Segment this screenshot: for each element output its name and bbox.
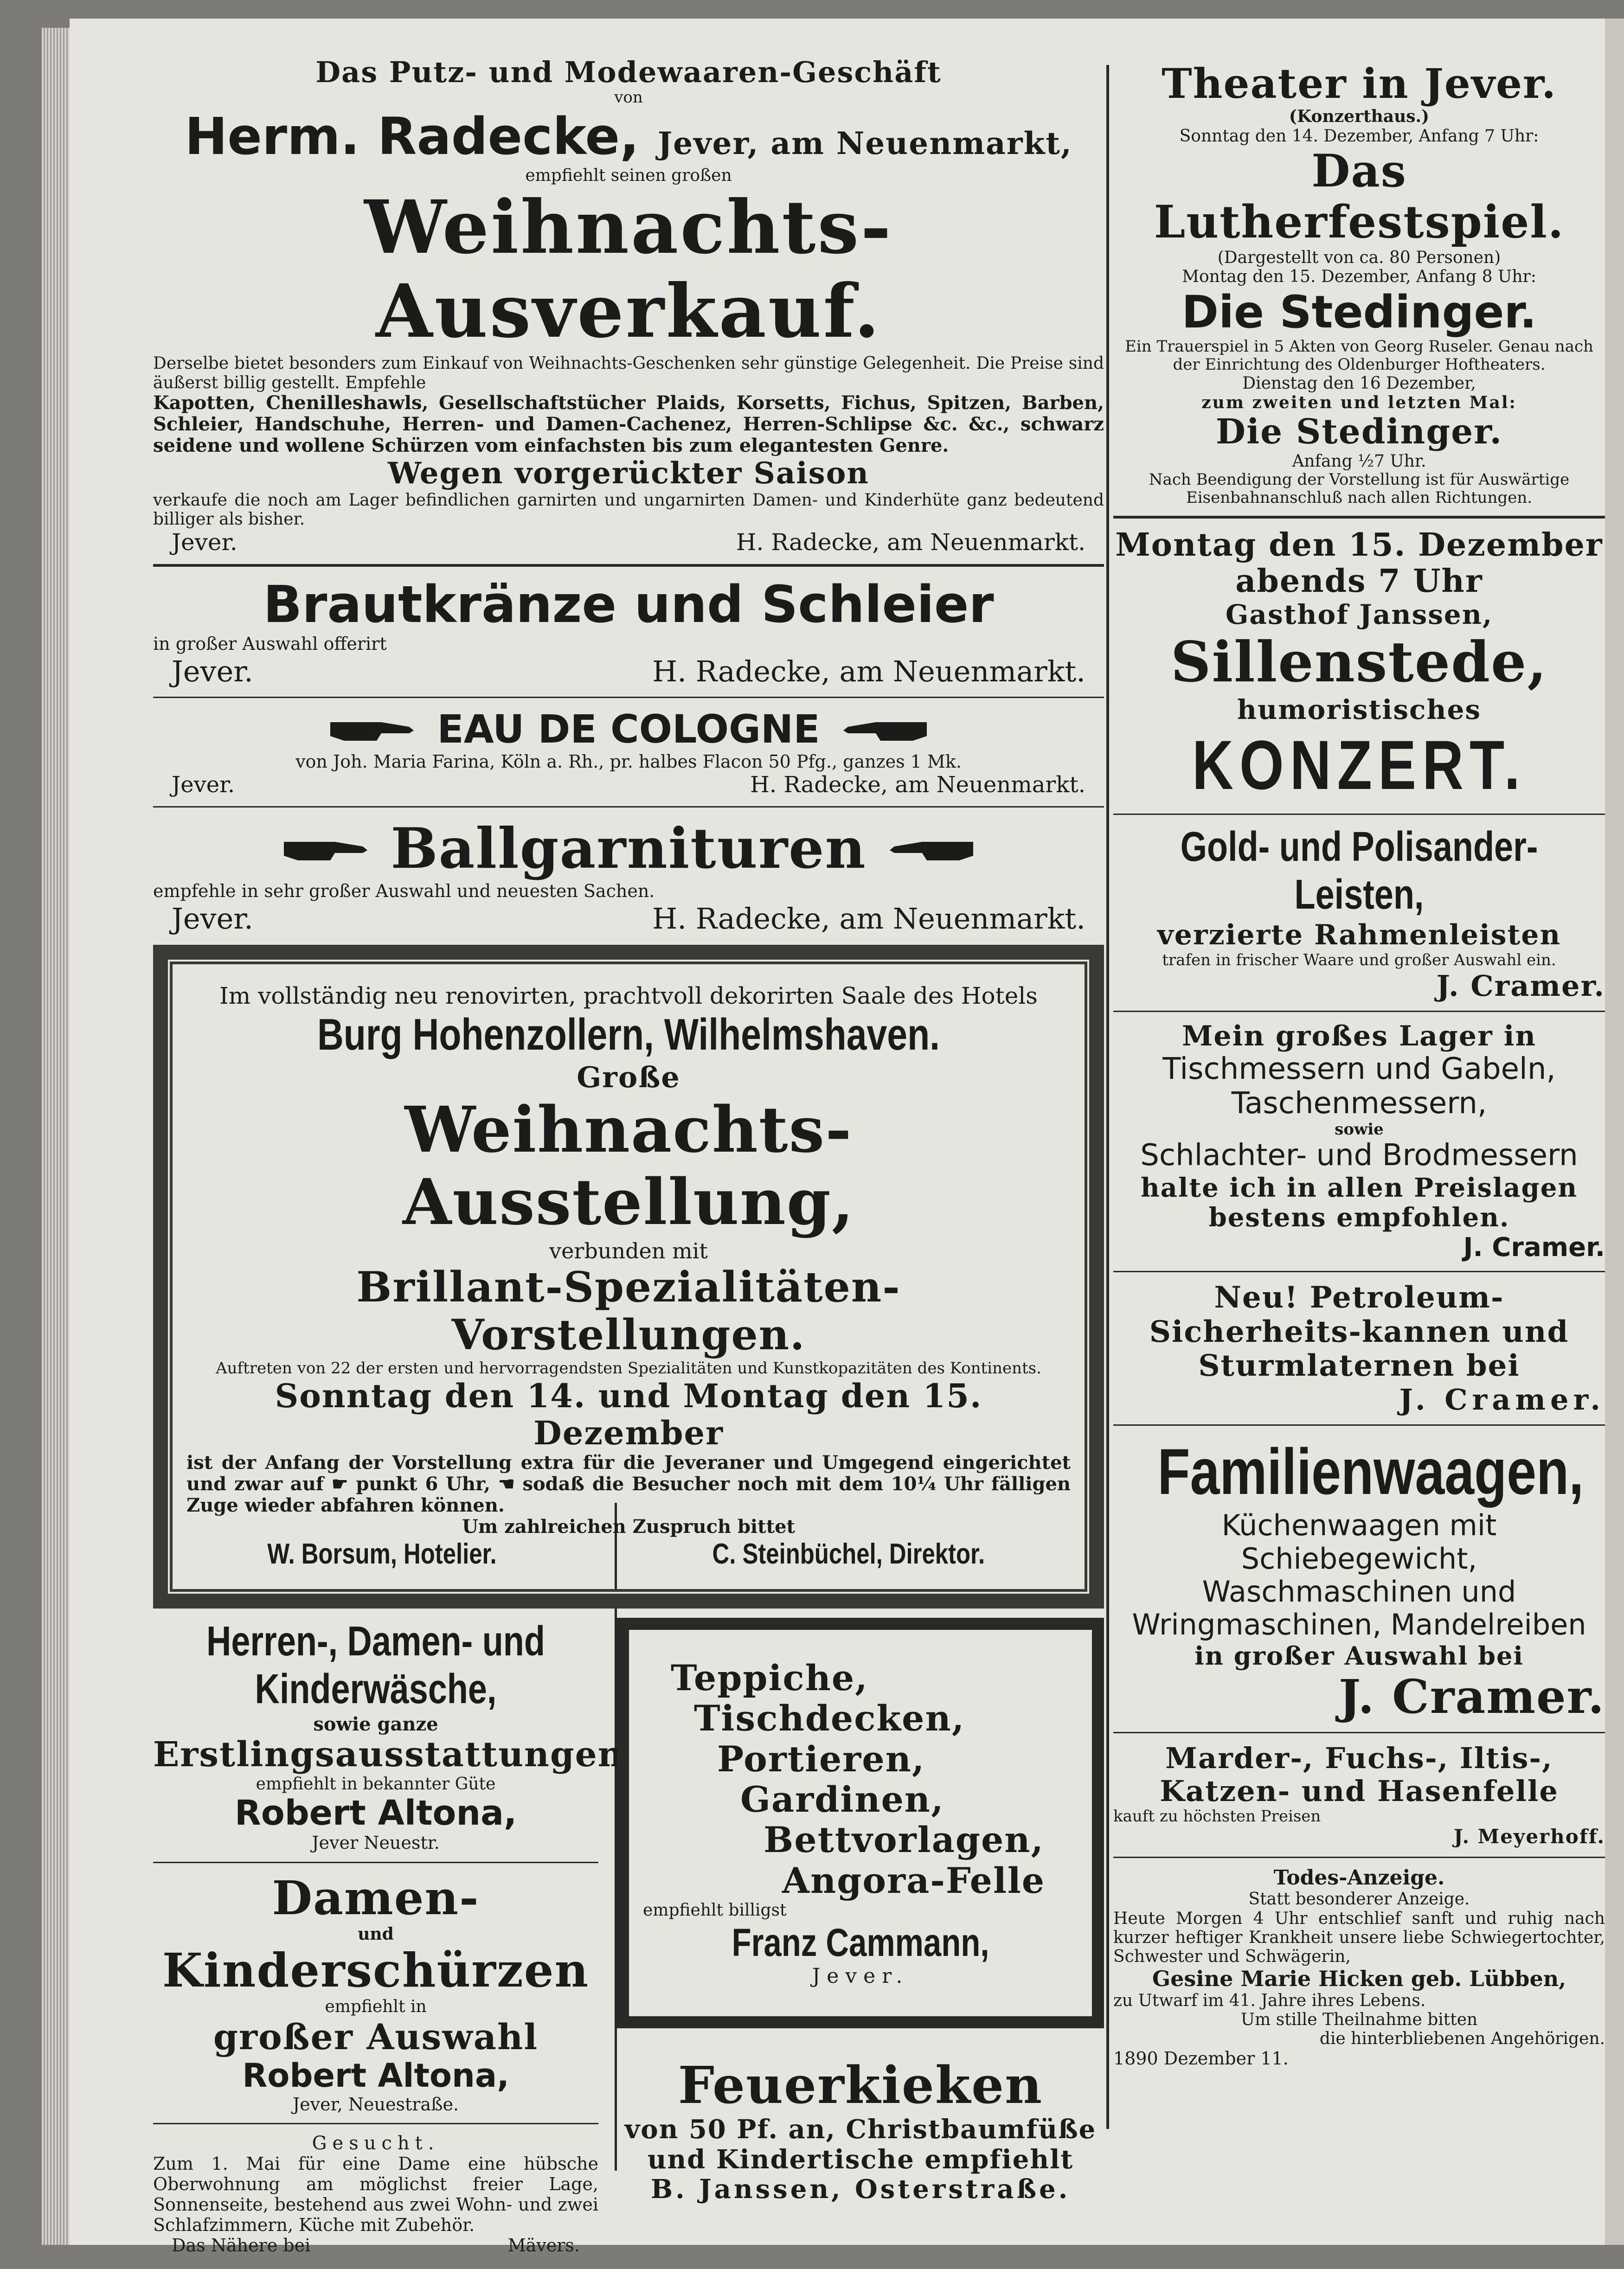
messer-line6: halte ich in allen Preislagen bestens empfohlen.	[1140, 1173, 1578, 1233]
schuerzen-auswahl: großer Auswahl	[213, 2016, 539, 2057]
messer-line5: Schlachter- und Brodmessern	[1140, 1138, 1578, 1173]
separator	[153, 1862, 598, 1863]
cramer-sign: J. Cramer.	[1463, 1232, 1605, 1263]
artists-text: Auftreten von 22 der ersten und hervorragendsten Spezialitäten und Kunstkopazitäten des Kontinents.	[216, 1359, 1041, 1378]
separator	[1113, 1857, 1605, 1858]
todes-text: Heute Morgen 4 Uhr entschlief sanft und ruhig nach kurzer heftiger Krankheit unsere liebe Schwiegertochter, Schwester und Schwägerin,	[1113, 1909, 1605, 1967]
messer-line3: Taschenmessern,	[1231, 1086, 1487, 1121]
schuerzen-line2: Kinderschürzen	[162, 1943, 590, 1998]
ad-eau-de-cologne	[153, 706, 1104, 798]
teppiche-empfiehlt: empfiehlt billigst	[643, 1901, 787, 1920]
ad-ballgarnituren	[153, 816, 1104, 936]
ad-burg-hohenzollern	[153, 945, 1104, 1609]
hotel-name: Burg Hohenzollern, Wilhelmshaven.	[317, 1010, 940, 1060]
ad-petroleum	[1113, 1281, 1605, 1416]
separator	[1113, 1011, 1605, 1012]
ad-waesche	[153, 1618, 624, 1853]
feuerkieken-title: Feuerkieken	[678, 2055, 1043, 2115]
separator	[1113, 814, 1605, 815]
theater-date1: Sonntag den 14. Dezember, Anfang 7 Uhr:	[1179, 126, 1539, 146]
signature-place: Jever.	[172, 901, 253, 936]
cammann-name: Franz Cammann,	[732, 1920, 989, 1964]
petroleum-text: Neu! Petroleum-Sicherheits-kannen und Sturmlaternen bei	[1149, 1280, 1569, 1384]
luther-note: (Dargestellt von ca. 80 Personen)	[1217, 248, 1501, 267]
altona-name: Robert Altona,	[234, 1793, 517, 1833]
felle-text: Marder-, Fuchs-, Iltis-, Katzen- und Hasenfelle	[1160, 1741, 1559, 1808]
ballgarnituren-title: Ballgarnituren	[391, 816, 867, 882]
schuerzen-und: und	[358, 1924, 394, 1944]
waesche-line1: Herren-, Damen- und	[206, 1618, 545, 1665]
separator	[153, 2123, 598, 2124]
product-list: Kapotten, Chenilleshawls, Gesellschaftstücher Plaids, Korsetts, Fichus, Spitzen, Barben, Schleier, Handschuhe, Herren- und Damen-Cachenez, Herren-Schlipse &c. &c., schwarz seidene und wollene Schürzen vom einfachsten bis zum elegantesten Genre.	[153, 391, 1104, 456]
stedinger-title2: Die Stedinger.	[1215, 411, 1503, 452]
right-column	[1113, 60, 1605, 2069]
teppiche-item: Teppiche,	[671, 1657, 868, 1699]
waesche-sowie: sowie ganze	[313, 1713, 438, 1735]
waagen-auswahl: in großer Auswahl bei	[1194, 1641, 1524, 1671]
director-sign: C. Steinbüchel, Direktor.	[712, 1538, 985, 1570]
ad-teppiche	[617, 1618, 1104, 2028]
altona-address: Jever Neuestr.	[312, 1833, 440, 1853]
cramer-sign: J. Cramer.	[1399, 1383, 1605, 1417]
theater-start: Anfang ½7 Uhr.	[1292, 451, 1426, 471]
pointing-hand-left-icon	[885, 833, 978, 865]
janssen-sign: B. Janssen, Osterstraße.	[650, 2174, 1071, 2205]
eau-de-cologne-title: EAU DE COLOGNE	[437, 706, 820, 752]
konzert-kind: humoristisches	[1237, 693, 1482, 725]
leisten-line2: Leisten,	[1294, 872, 1424, 918]
altona-address: Jever, Neuestraße.	[292, 2094, 459, 2115]
separator	[1113, 1732, 1605, 1733]
ausstellung-title: Weihnachts-Ausstellung,	[402, 1093, 855, 1240]
theater-date2: Montag den 15. Dezember, Anfang 8 Uhr:	[1182, 267, 1536, 287]
ad-todes-anzeige	[1113, 1866, 1605, 2069]
separator	[153, 697, 1104, 698]
dates-text: Sonntag den 14. und Montag den 15. Dezember	[275, 1376, 982, 1453]
ad-messer	[1113, 1020, 1605, 1263]
separator	[153, 806, 1104, 808]
teppiche-item: Bettvorlagen,	[764, 1819, 1045, 1861]
leisten-line3: verzierte Rahmenleisten	[1157, 918, 1561, 951]
theater-train-note: Nach Beendigung der Vorstellung ist für Auswärtige Eisenbahnanschluß nach allen Richtungen.	[1149, 470, 1570, 507]
von-text: von	[614, 88, 643, 107]
stedinger-title: Die Stedinger.	[1181, 286, 1537, 338]
right-page-edge	[1605, 19, 1624, 2245]
deceased-name: Gesine Marie Hicken geb. Lübben,	[1152, 1966, 1566, 1991]
sale-title: Weihnachts-Ausverkauf.	[364, 184, 893, 355]
shop-heading: Das Putz- und Modewaaren-Geschäft	[315, 55, 942, 89]
todes-place: zu Utwarf im 41. Jahre ihres Lebens.	[1113, 1991, 1426, 2010]
messer-line2: Tischmessern und Gabeln,	[1162, 1052, 1556, 1087]
theater-venue: (Konzerthaus.)	[1289, 107, 1430, 127]
gesucht-title: Gesucht.	[312, 2133, 440, 2154]
luther-title: Das Lutherfestspiel.	[1154, 144, 1565, 249]
ad-felle	[1113, 1742, 1605, 1848]
schuerzen-empfiehlt: empfiehlt in	[325, 1997, 427, 2017]
schedule-text: ist der Anfang der Vorstellung extra für die Jeveraner und Umgegend eingerichtet und zwar auf ☛ punkt 6 Uhr, ☚ sodaß die Besucher noch mit dem 10¼ Uhr fälligen Zuge wieder abfahren können.	[186, 1451, 1071, 1516]
separator	[1113, 1424, 1605, 1426]
teppiche-item: Portieren,	[717, 1738, 925, 1780]
leisten-line4: trafen in frischer Waare und großer Auswahl ein.	[1162, 950, 1556, 969]
leisten-line1: Gold- und Polisander-	[1180, 823, 1538, 870]
signature-shop: H. Radecke, am Neuenmarkt.	[750, 772, 1085, 798]
verbunden-text: verbunden mit	[549, 1238, 708, 1263]
signature-place: Jever.	[172, 529, 238, 556]
grosse-text: Große	[577, 1060, 680, 1094]
meyerhoff-sign: J. Meyerhoff.	[1453, 1825, 1605, 1848]
separator	[1113, 1271, 1605, 1272]
cramer-sign: J. Cramer.	[1338, 1669, 1605, 1724]
konzert-place: Sillenstede,	[1170, 629, 1548, 695]
ad-radecke-weihnachten	[153, 56, 1104, 556]
ad-konzert	[1113, 527, 1605, 805]
stedinger-note: Ein Trauerspiel in 5 Akten von Georg Ruseler. Genau nach der Einrichtung des Oldenburger Hoftheaters.	[1125, 337, 1593, 374]
shop-location: Jever, am Neuenmarkt,	[657, 125, 1072, 162]
todes-note: Statt besonderer Anzeige.	[1248, 1890, 1470, 1909]
todes-family: die hinterbliebenen Angehörigen.	[1319, 2029, 1605, 2049]
teppiche-item: Angora-Felle	[782, 1859, 1046, 1901]
signature-shop: H. Radecke, am Neuenmarkt.	[652, 654, 1085, 688]
hotel-intro: Im vollständig neu renovirten, prachtvoll dekorirten Saale des Hotels	[219, 982, 1038, 1009]
felle-price: kauft zu höchsten Preisen	[1113, 1807, 1321, 1826]
feuerkieken-text: von 50 Pf. an, Christbaumfüße und Kindertische empfiehlt	[624, 2114, 1097, 2175]
pointing-hand-right-icon	[326, 713, 418, 745]
brautkraenze-text: in großer Auswahl offerirt	[153, 633, 387, 654]
cramer-sign: J. Cramer.	[1436, 968, 1605, 1003]
erstlings-title: Erstlingsausstattungen	[153, 1734, 624, 1775]
messer-sowie: sowie	[1335, 1120, 1384, 1139]
column-divider	[1106, 65, 1109, 2129]
eau-de-cologne-text: von Joh. Maria Farina, Köln a. Rh., pr. halbes Flacon 50 Pfg., ganzes 1 Mk.	[295, 751, 962, 772]
todes-date: 1890 Dezember 11.	[1113, 2048, 1289, 2069]
hat-sale-text: verkaufe die noch am Lager befindlichen garnirten und ungarnirten Damen- und Kinderhüte ganz bedeutend billiger als bisher.	[153, 490, 1104, 529]
ad-feuerkieken	[617, 2056, 1104, 2205]
saison-heading: Wegen vorgerückter Saison	[388, 455, 869, 491]
request-text: Um zahlreichen Zuspruch bittet	[462, 1515, 795, 1538]
theater-title: Theater in Jever.	[1162, 59, 1557, 108]
altona-name: Robert Altona,	[242, 2057, 509, 2095]
teppiche-item: Tischdecken,	[694, 1698, 965, 1739]
theater-date3: Dienstag den 16 Dezember,	[1242, 374, 1476, 393]
gesucht-contact: Das Nähere bei	[172, 2235, 311, 2256]
ad-familienwaagen	[1113, 1434, 1605, 1723]
schuerzen-line1: Damen-	[272, 1871, 480, 1926]
todes-request: Um stille Theilnahme bitten	[1240, 2010, 1478, 2030]
empfiehlt-text: empfiehlt seinen großen	[525, 166, 732, 186]
shop-owner: Herm. Radecke,	[185, 107, 639, 167]
waagen-title: Familienwaagen,	[1157, 1435, 1584, 1508]
signature-place: Jever.	[172, 772, 235, 798]
pointing-hand-right-icon	[279, 833, 372, 865]
brautkraenze-title: Brautkränze und Schleier	[263, 575, 994, 635]
sale-intro: Derselbe bietet besonders zum Einkauf von Weihnachts-Geschenken sehr günstige Gelegenheit. Die Preise sind äußerst billig gestellt. Empfehle	[153, 354, 1104, 392]
ballgarnituren-text: empfehle in sehr großer Auswahl und neuesten Sachen.	[153, 881, 655, 902]
separator	[153, 564, 1104, 567]
ad-brautkraenze	[153, 575, 1104, 688]
cammann-place: Jever.	[812, 1964, 909, 1988]
vorstellungen-title: Brillant-Spezialitäten-Vorstellungen.	[356, 1262, 901, 1360]
ad-gesucht	[153, 2133, 598, 2256]
ad-schuerzen	[153, 1872, 598, 2115]
waagen-text: Küchenwaagen mit Schiebegewicht, Waschmaschinen und Wringmaschinen, Mandelreiben	[1132, 1508, 1586, 1642]
konzert-venue: Gasthof Janssen,	[1225, 598, 1493, 630]
left-column	[153, 56, 1104, 2256]
signature-shop: H. Radecke, am Neuenmarkt.	[736, 529, 1085, 556]
konzert-date: Montag den 15. Dezember	[1115, 526, 1603, 564]
gesucht-text: Zum 1. Mai für eine Dame eine hübsche Oberwohnung am möglichst freier Lage, Sonnenseite, bestehend aus zwei Wohn- und zwei Schlafzimmern, Küche mit Zubehör.	[153, 2154, 598, 2235]
konzert-title: KONZERT.	[1192, 726, 1526, 804]
messer-line1: Mein großes Lager in	[1181, 1020, 1536, 1053]
ad-theater	[1113, 60, 1605, 507]
signature-shop: H. Radecke, am Neuenmarkt.	[652, 901, 1085, 936]
waesche-empfiehlt: empfiehlt in bekannter Güte	[256, 1774, 496, 1794]
signature-place: Jever.	[172, 654, 253, 688]
gesucht-name: Mävers.	[507, 2235, 580, 2256]
hotelier-sign: W. Borsum, Hotelier.	[267, 1538, 497, 1570]
theater-last: zum zweiten und letzten Mal:	[1201, 392, 1517, 412]
teppiche-item: Gardinen,	[740, 1779, 944, 1820]
ad-leisten	[1113, 823, 1605, 1002]
page-edge-stack	[42, 28, 70, 2245]
todes-title: Todes-Anzeige.	[1273, 1865, 1445, 1890]
separator	[1113, 516, 1605, 519]
waesche-line2: Kinderwäsche,	[255, 1666, 497, 1713]
konzert-time: abends 7 Uhr	[1235, 562, 1483, 600]
pointing-hand-left-icon	[839, 713, 931, 745]
